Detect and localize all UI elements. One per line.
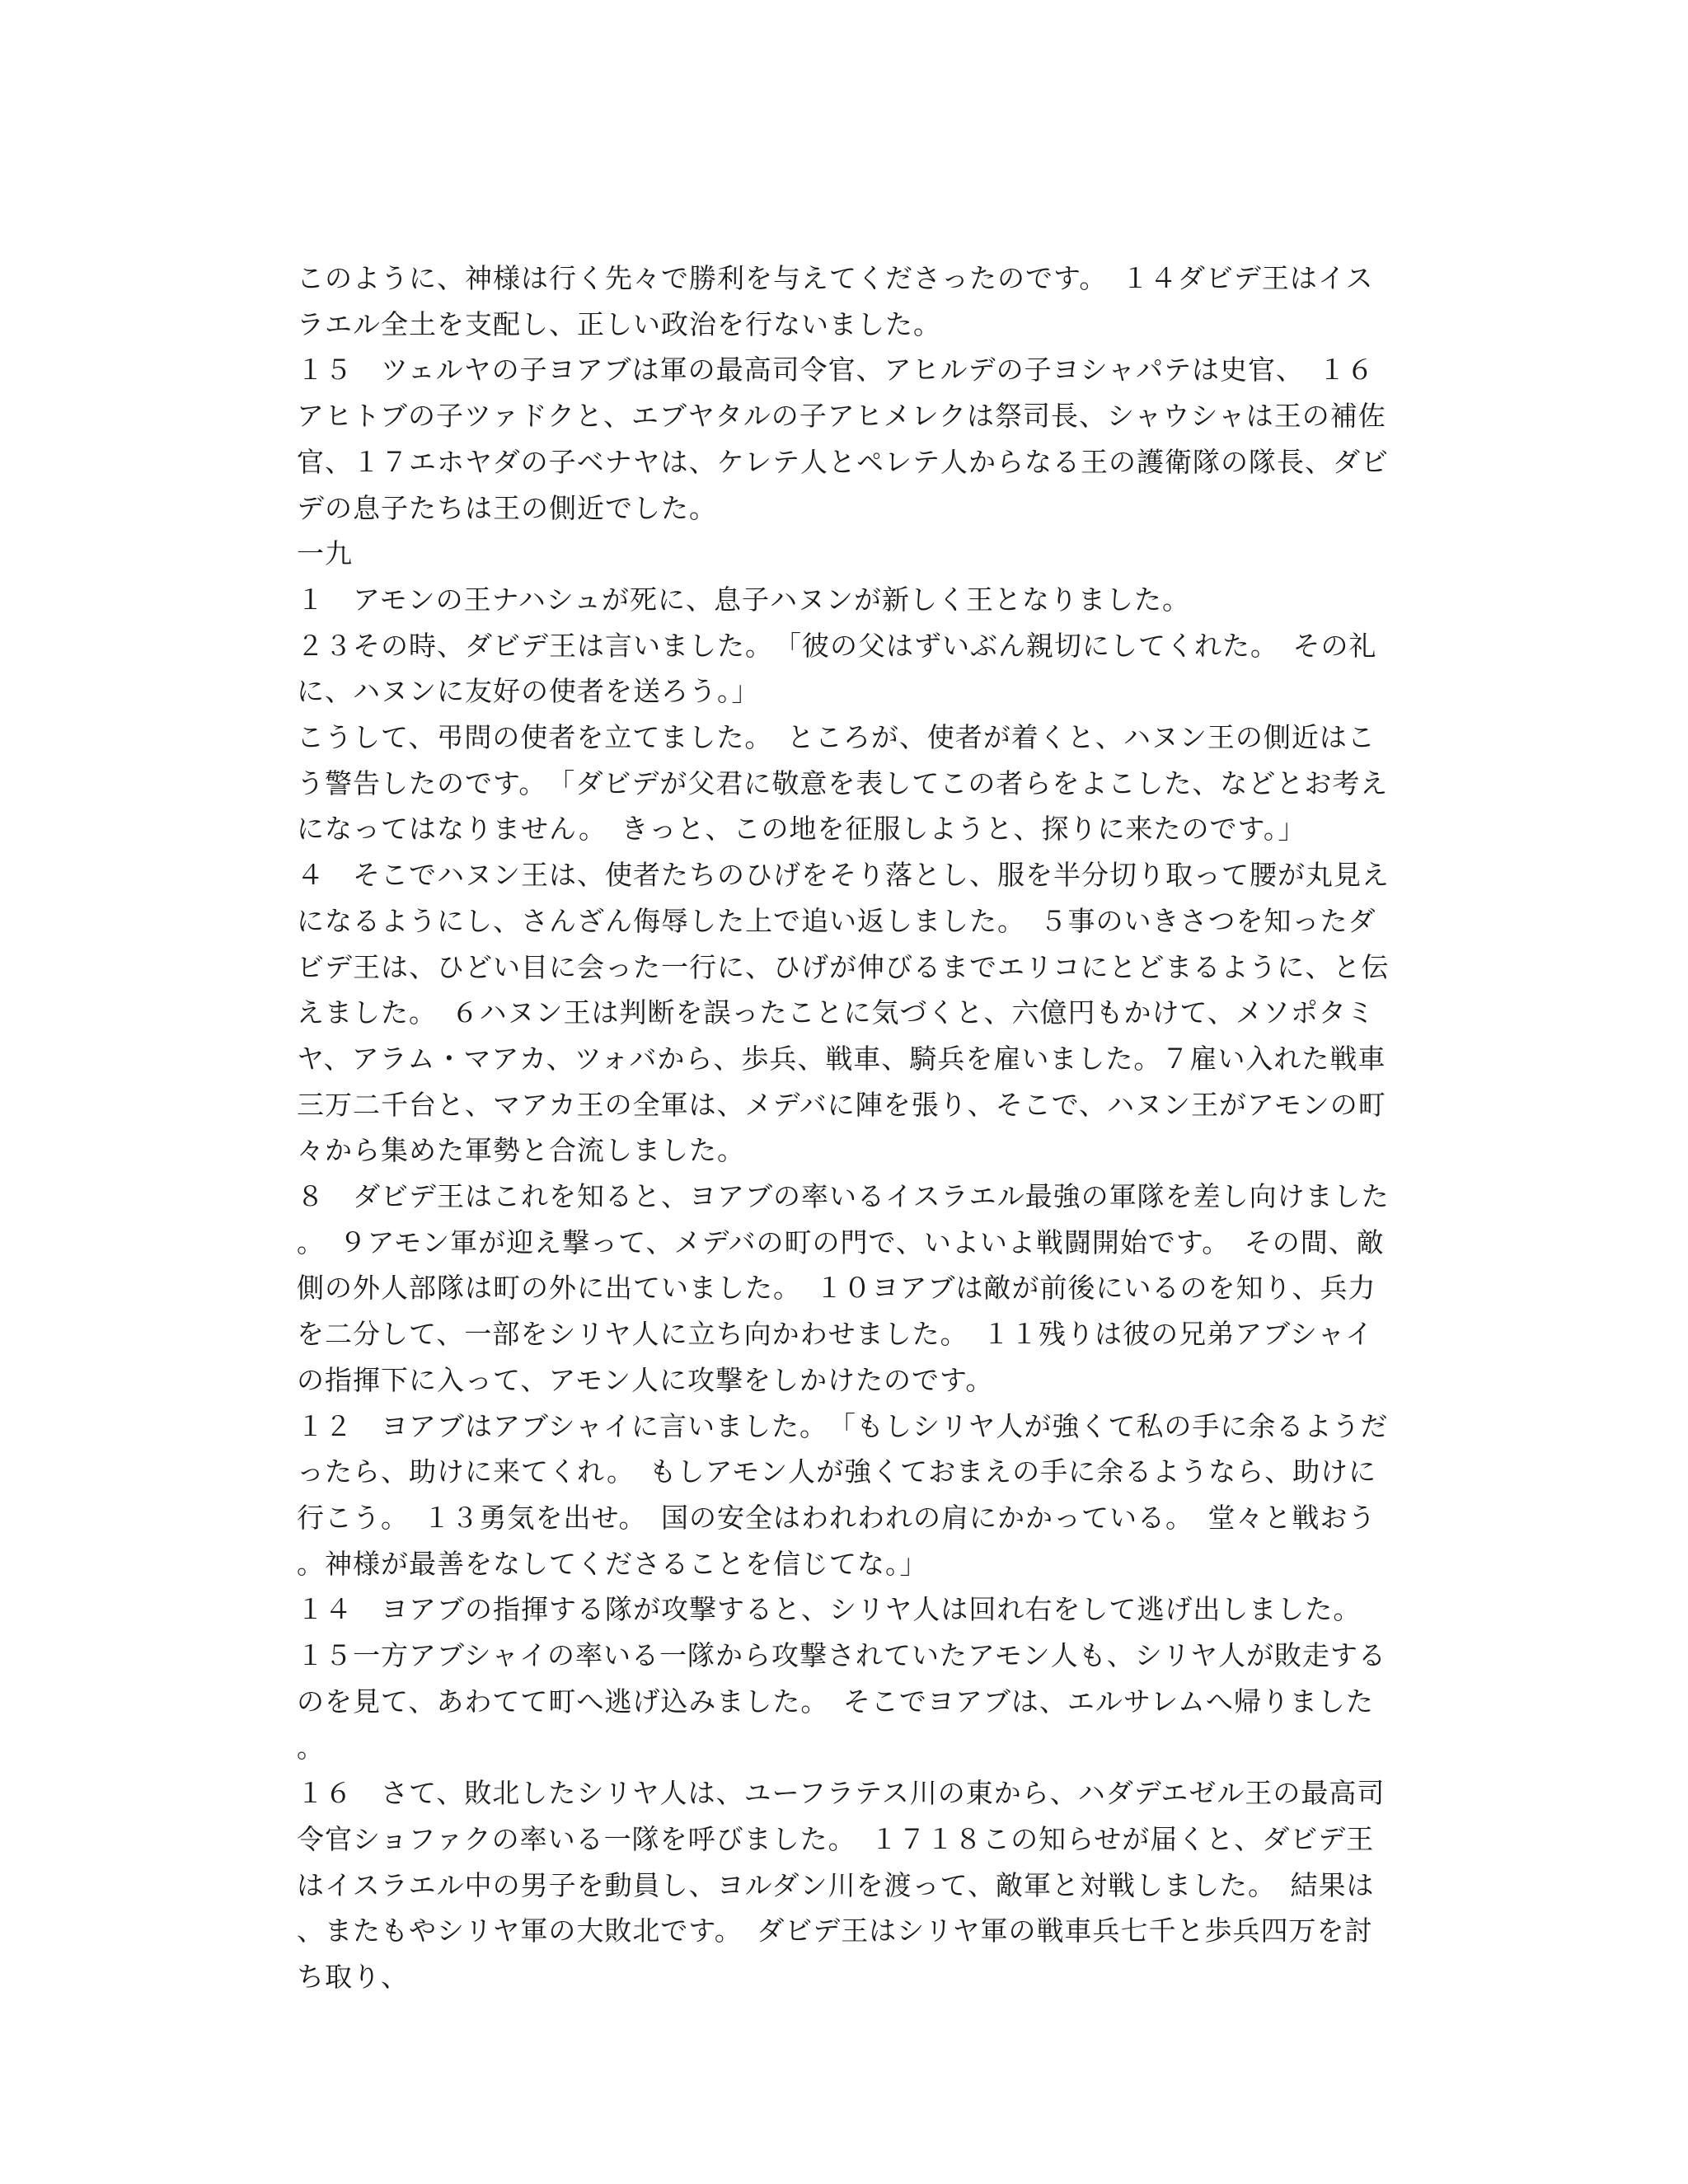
paragraph: １ アモンの王ナハシュが死に、息子ハヌンが新しく王となりました。	[297, 583, 1191, 616]
chapter-heading: 一九	[297, 537, 353, 570]
body-text	[297, 255, 1393, 2000]
paragraph: １４ ヨアブの指揮する隊が攻撃すると、シリヤ人は回れ右をして逃げ出しました。 １５一方アブシャイの率いる一隊から攻撃されていたアモン人も、シリヤ人が敗走するのを見て、あわてて町へ逃げ込みました。 そこでヨアブは、エルサレムへ帰りました。	[297, 1593, 1387, 1764]
paragraph: ４ そこでハヌン王は、使者たちのひげをそり落とし、服を半分切り取って腰が丸見えになるようにし、さんざん侮辱した上で追い返しました。 ５事のいきさつを知ったダビデ王は、ひどい目に会った一行に、ひげが伸びるまでエリコにとどまるように、と伝えました。 ６ハヌン王は判断を誤ったことに気づくと、六億円もかけて、メソポタミヤ、アラム・マアカ、ツォバから、歩兵、戦車、騎兵を雇いました。７雇い入れた戦車三万二千台と、マアカ王の全軍は、メデバに陣を張り、そこで、ハヌン王がアモンの町々から集めた軍勢と合流しました。	[297, 859, 1390, 1167]
paragraph: このように、神様は行く先々で勝利を与えてくださったのです。 １４ダビデ王はイスラエル全土を支配し、正しい政治を行ないました。	[297, 262, 1374, 340]
paragraph: ８ ダビデ王はこれを知ると、ヨアブの率いるイスラエル最強の軍隊を差し向けました。 ９アモン軍が迎え撃って、メデバの町の門で、いよいよ戦闘開始です。 その間、敵側の外人部隊は町の外に出ていました。 １０ヨアブは敵が前後にいるのを知り、兵力を二分して、一部をシリヤ人に立ち向かわせました。 １１残りは彼の兄弟アブシャイの指揮下に入って、アモン人に攻撃をしかけたのです。	[297, 1180, 1390, 1396]
paragraph: １２ ヨアブはアブシャイに言いました。 「もしシリヤ人が強くて私の手に余るようだったら、助けに来てくれ。 もしアモン人が強くておまえの手に余るようなら、助けに行こう。 １３勇気を出せ。 国の安全はわれわれの肩にかかっている。 堂々と戦おう。神様が最善をなしてくださることを信じてな。」	[297, 1409, 1389, 1580]
paragraph: ２３その時、ダビデ王は言いました。 「彼の父はずいぶん親切にしてくれた。 その礼に、ハヌンに友好の使者を送ろう。」	[297, 629, 1377, 708]
paragraph: １６ さて、敗北したシリヤ人は、ユーフラテス川の東から、ハダデエゼル王の最高司令官ショファクの率いる一隊を呼びました。 １７１８この知らせが届くと、ダビデ王はイスラエル中の男子を動員し、ヨルダン川を渡って、敵軍と対戦しました。 結果は、またもやシリヤ軍の大敗北です。 ダビデ王はシリヤ軍の戦車兵七千と歩兵四万を討ち取り、	[297, 1777, 1386, 1994]
paragraph: １５ ツェルヤの子ヨアブは軍の最高司令官、アヒルデの子ヨシャパテは史官、 １６アヒトブの子ツァドクと、エブヤタルの子アヒメレクは祭司長、シャウシャは王の補佐官、１７エホヤダの子ベナヤは、ケレテ人とペレテ人からなる王の護衛隊の隊長、ダビデの息子たちは王の側近でした。	[297, 354, 1390, 524]
paragraph: こうして、弔問の使者を立てました。 ところが、使者が着くと、ハヌン王の側近はこう警告したのです。 「ダビデが父君に敬意を表してこの者らをよこした、などとお考えになってはなりません。 きっと、この地を征服しようと、探りに来たのです。」	[297, 721, 1389, 846]
